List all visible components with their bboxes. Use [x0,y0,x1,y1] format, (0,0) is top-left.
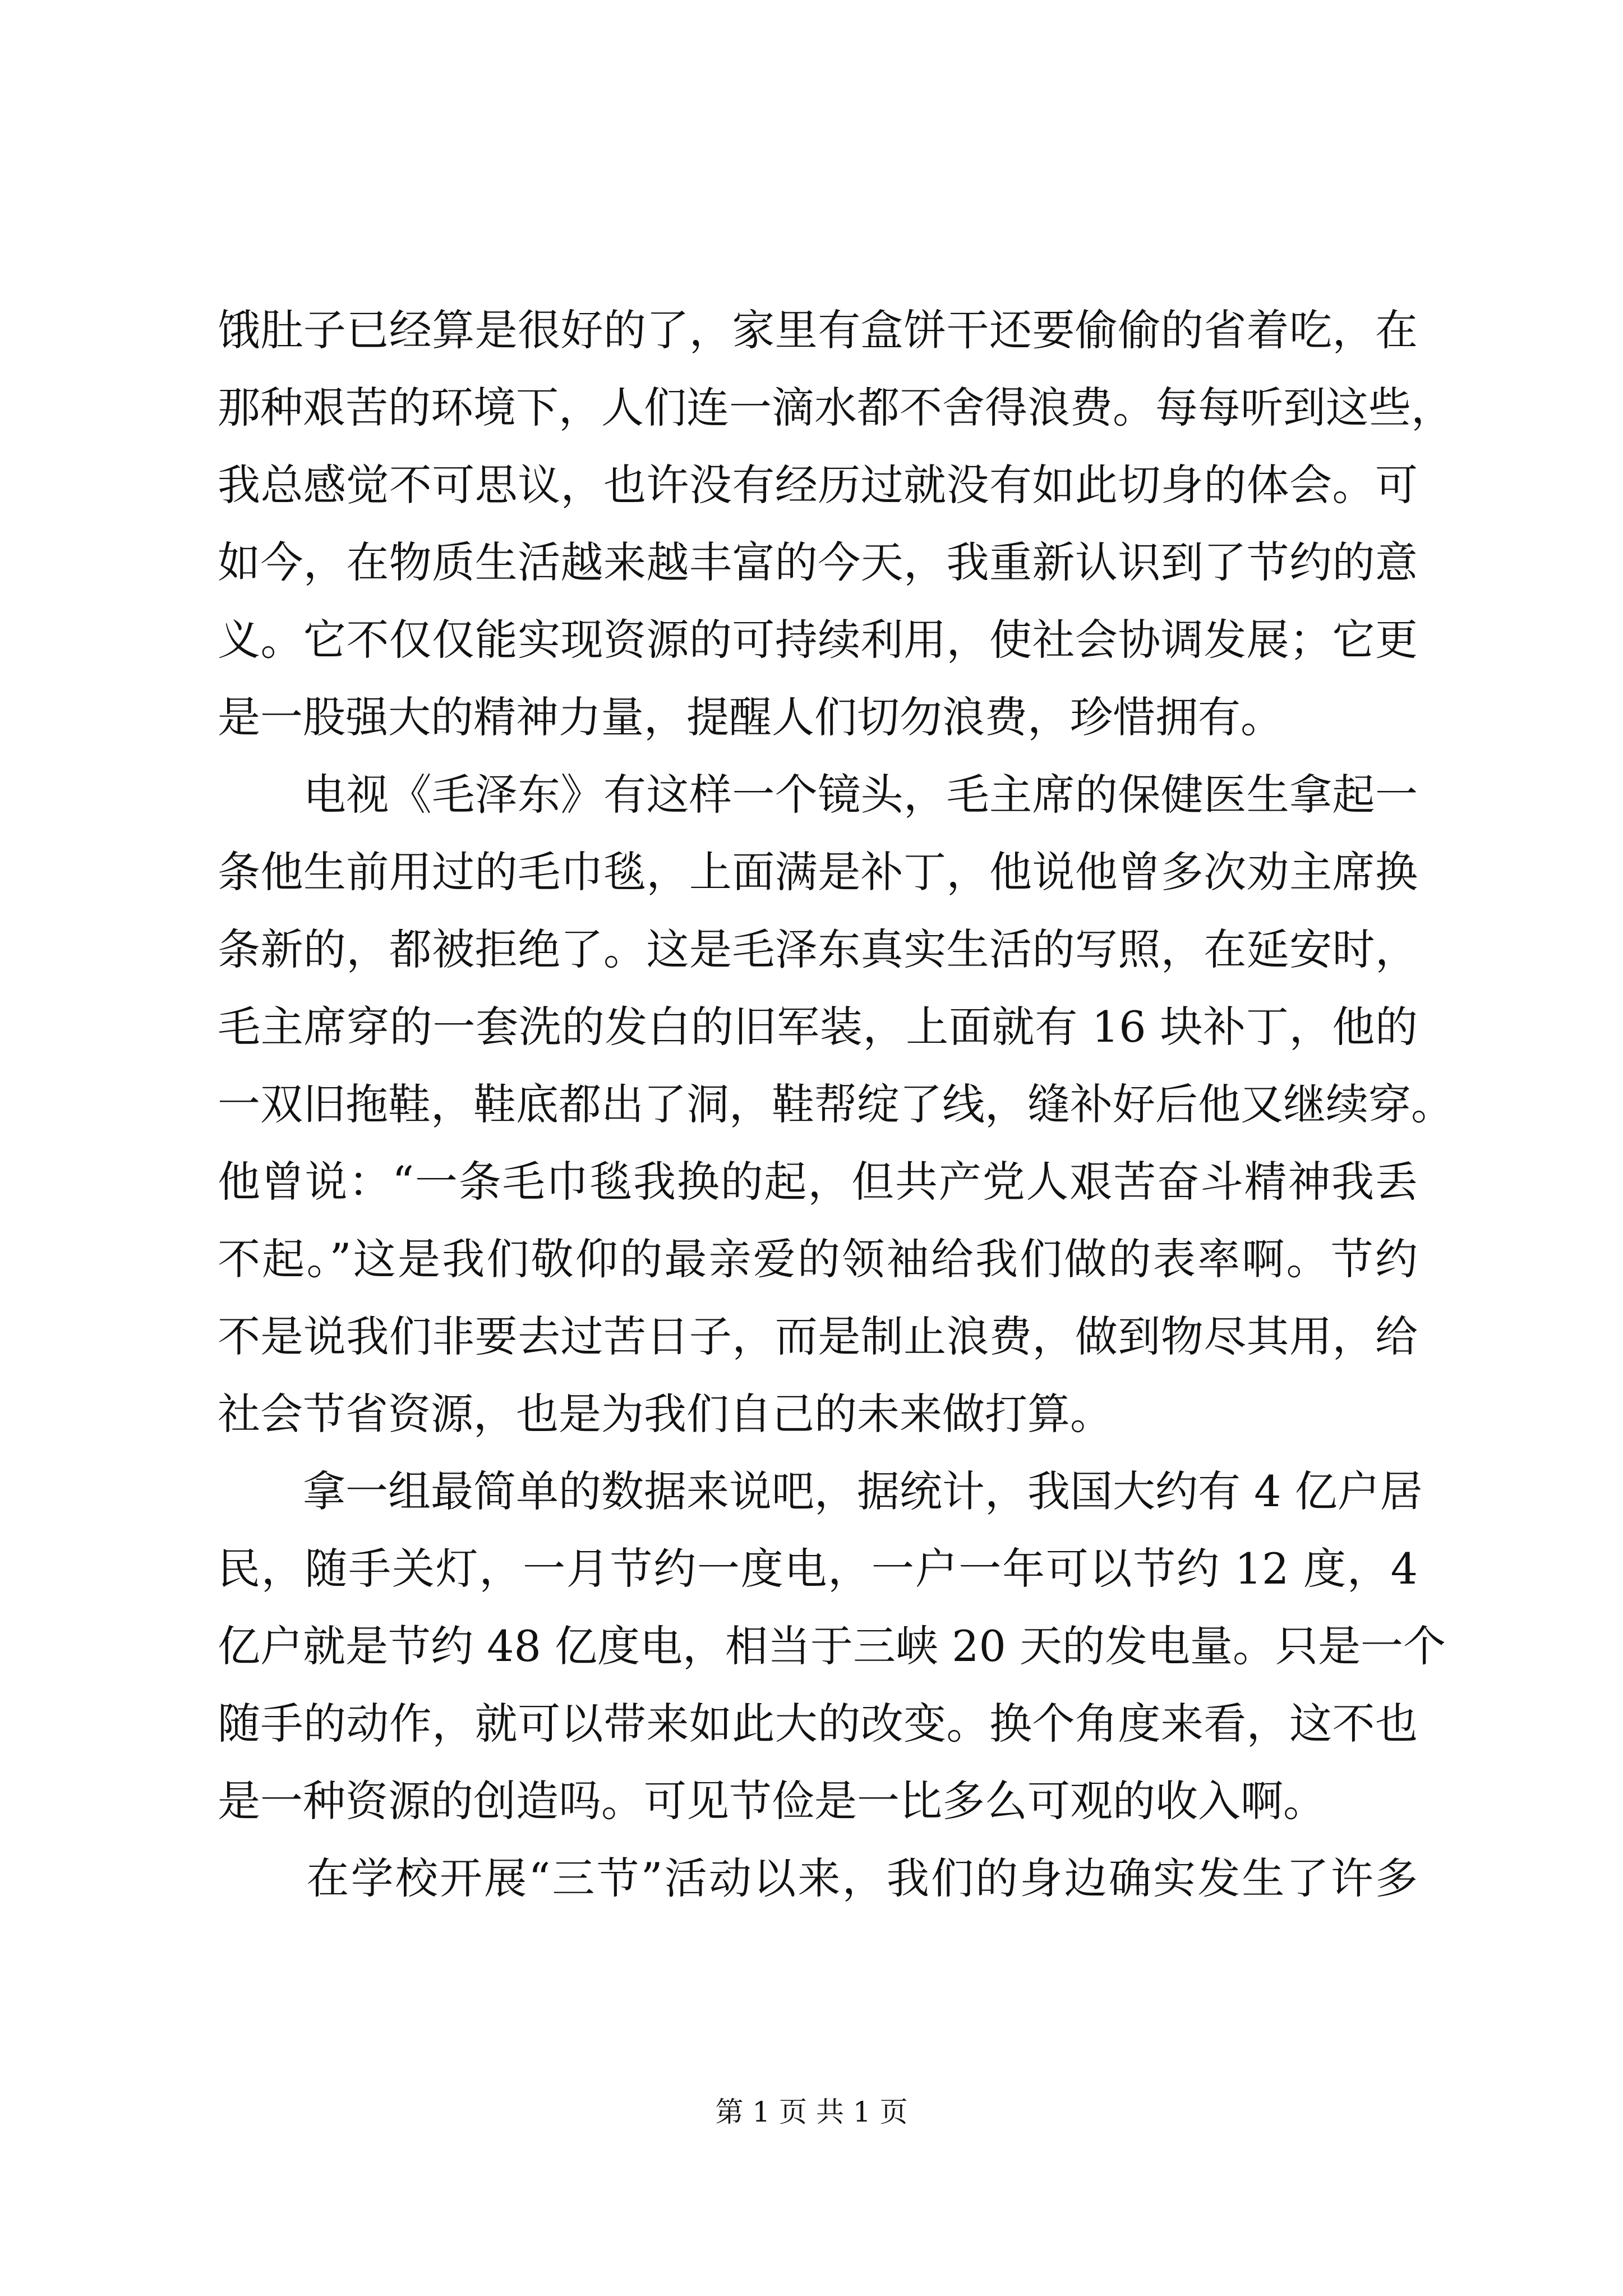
text-line: 是一股强大的精神力量，提醒人们切勿浪费，珍惜拥有。 [218,692,1283,742]
text-line: 那种艰苦的环境下，人们连一滴水都不舍得浪费。每每听到这些， [218,383,1454,432]
text-line: 亿户就是节约 48 亿度电，相当于三峡 20 天的发电量。只是一个 [218,1621,1446,1671]
text-line: 条新的，都被拒绝了。这是毛泽东真实生活的写照，在延安时， [218,924,1418,974]
page-footer: 第 1 页 共 1 页 [715,2096,908,2128]
text-line: 条他生前用过的毛巾毯，上面满是补丁，他说他曾多次劝主席换 [218,847,1418,897]
text-line: 饿肚子已经算是很好的了，家里有盒饼干还要偷偷的省着吃，在 [218,305,1418,355]
text-line: 在学校开展“三节”活动以来，我们的身边确实发生了许多 [218,1853,1418,1903]
text-line: 不是说我们非要去过苦日子，而是制止浪费，做到物尽其用，给 [218,1312,1418,1361]
text-line: 电视《毛泽东》有这样一个镜头，毛主席的保健医生拿起一 [218,770,1418,820]
text-line: 不起。”这是我们敬仰的最亲爱的领袖给我们做的表率啊。节约 [218,1234,1418,1284]
text-line: 义。它不仅仅能实现资源的可持续利用，使社会协调发展；它更 [218,615,1418,665]
text-line: 如今，在物质生活越来越丰富的今天，我重新认识到了节约的意 [218,537,1418,587]
text-line: 是一种资源的创造吗。可见节俭是一比多么可观的收入啊。 [218,1776,1326,1826]
text-line: 毛主席穿的一套洗的发白的旧军装，上面就有 16 块补丁，他的 [218,1002,1418,1052]
text-line: 民，随手关灯，一月节约一度电，一户一年可以节约 12 度，4 [218,1544,1418,1594]
text-line: 他曾说：“一条毛巾毯我换的起，但共产党人艰苦奋斗精神我丢 [218,1157,1418,1207]
text-line: 拿一组最简单的数据来说吧，据统计，我国大约有 4 亿户居 [218,1466,1423,1516]
text-line: 一双旧拖鞋，鞋底都出了洞，鞋帮绽了线，缝补好后他又继续穿。 [218,1079,1454,1129]
document-body [218,292,1454,1917]
text-line: 我总感觉不可思议，也许没有经历过就没有如此切身的体会。可 [218,460,1418,510]
text-line: 社会节省资源，也是为我们自己的未来做打算。 [218,1389,1113,1439]
text-line: 随手的动作，就可以带来如此大的改变。换个角度来看，这不也 [218,1699,1418,1749]
